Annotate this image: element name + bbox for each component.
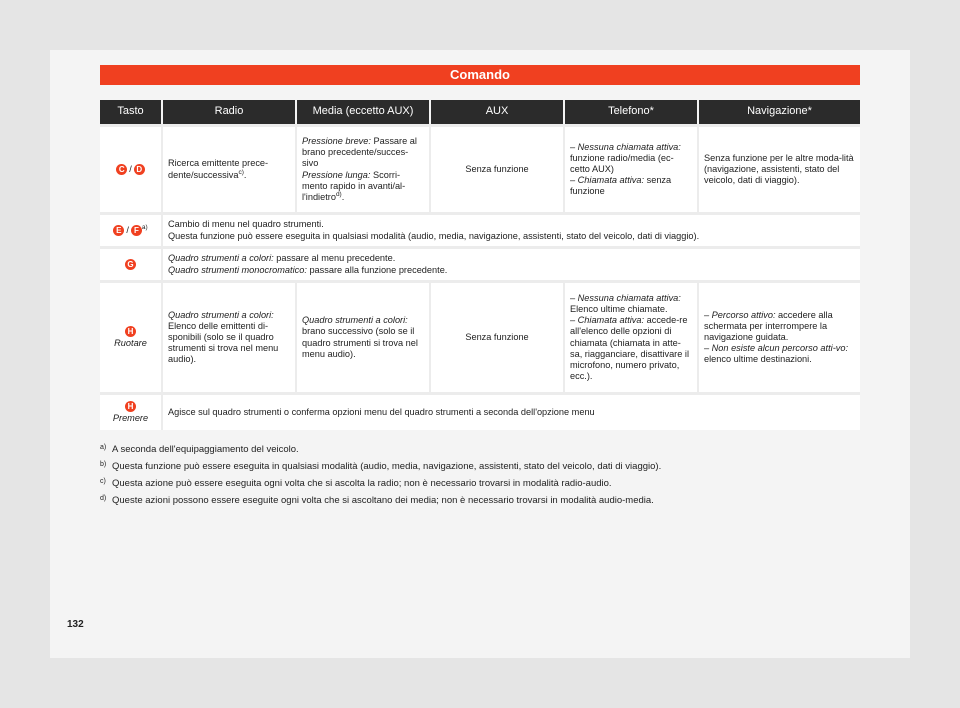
footnote-ref: c): [238, 168, 244, 176]
tel-cell: [564, 282, 698, 394]
page-number: 132: [67, 619, 84, 630]
table-header-row: [100, 100, 860, 126]
radio-cell: Ricerca emittente prece-dente/successiva$^{c)}$.: [162, 126, 296, 214]
table-row: [100, 214, 860, 248]
key-f-icon: F: [131, 225, 142, 236]
header-telefono: Telefono*: [564, 100, 698, 126]
description-line: Cambio di menu nel quadro strumenti.: [168, 219, 324, 230]
tel-label: – Nessuna chiamata attiva:: [570, 293, 681, 304]
footnote: $^{a)}$ A seconda dell'equipaggiamento del veicolo.: [100, 444, 299, 455]
media-cell: [296, 126, 430, 214]
media-cell: [296, 282, 430, 394]
tel-label: – Chiamata attiva:: [570, 175, 645, 186]
controls-table: [100, 100, 860, 430]
aux-cell: Senza funzione: [430, 126, 564, 214]
radio-text: Elenco delle emittenti di-sponibili (solo se il quadro strumenti si trova nel menu audio).: [168, 320, 279, 365]
header-tasto: Tasto: [100, 100, 162, 126]
footnote-text: Questa funzione può essere eseguita in qualsiasi modalità (audio, media, navigazione, assistenti, stato del veicolo, dati di viaggio).: [112, 461, 662, 472]
key-c-icon: C: [116, 164, 127, 175]
radio-cell: [162, 282, 296, 394]
key-h-icon: H: [125, 401, 136, 412]
description-line: Questa funzione può essere eseguita in qualsiasi modalità (audio, media, navigazione, assistenti, stato del veicolo, dati di viaggio).: [168, 230, 700, 241]
footnote: $^{b)}$ Questa funzione può essere eseguita in qualsiasi modalità (audio, media, navigazione, assistenti, stato del veicolo, dati di viaggio).: [100, 461, 662, 472]
nav-label: – Percorso attivo:: [704, 309, 776, 320]
footnotes: [100, 441, 860, 509]
key-cell: [100, 126, 162, 214]
media-label: Pressione breve:: [302, 136, 371, 147]
description-cell: [162, 248, 860, 282]
footnote-ref: d): [335, 190, 342, 198]
description-label: Quadro strumenti monocromatico:: [168, 264, 307, 275]
nav-text: accedere alla schermata per interrompere la navigazione guidata.: [704, 309, 833, 342]
footnote-text: A seconda dell'equipaggiamento del veicolo.: [112, 444, 299, 455]
description-text: passare alla funzione precedente.: [306, 264, 448, 275]
key-cell: [100, 282, 162, 394]
header-navigazione: Navigazione*: [698, 100, 860, 126]
key-separator: /: [129, 164, 132, 174]
nav-cell: Senza funzione per le altre moda-lità (navigazione, assistenti, stato del veicolo, dati di viaggio).: [698, 126, 860, 214]
nav-cell: [698, 282, 860, 394]
key-d-icon: D: [134, 164, 145, 175]
media-text: brano successivo (solo se il quadro strumenti si trova nel menu audio).: [302, 326, 418, 359]
aux-cell: Senza funzione: [430, 282, 564, 394]
tel-label: – Chiamata attiva:: [570, 315, 645, 326]
description-cell: Agisce sul quadro strumenti o conferma opzioni menu del quadro strumenti a seconda dell'opzione menu: [162, 394, 860, 430]
key-e-icon: E: [113, 225, 124, 236]
nav-text: elenco ultime destinazioni.: [704, 354, 812, 365]
table-row: [100, 126, 860, 214]
media-label: Quadro strumenti a colori:: [302, 315, 408, 326]
key-cell: [100, 248, 162, 282]
header-aux: AUX: [430, 100, 564, 126]
footnote-ref: a): [141, 223, 148, 231]
key-caption: Ruotare: [114, 338, 147, 349]
footnote: $^{d)}$ Queste azioni possono essere eseguite ogni volta che si ascoltano dei media; non è necessario trovarsi in modalità audio-media.: [100, 495, 654, 506]
header-media: Media (eccetto AUX): [296, 100, 430, 126]
footnote-text: Questa azione può essere eseguita ogni volta che si ascolta la radio; non è necessario trovarsi in modalità radio-audio.: [112, 478, 612, 489]
tel-cell: [564, 126, 698, 214]
footnote-text: Queste azioni possono essere eseguite ogni volta che si ascoltano dei media; non è necessario trovarsi in modalità audio-media.: [112, 495, 654, 506]
media-label: Pressione lunga:: [302, 169, 371, 180]
description-text: passare al menu precedente.: [273, 253, 396, 264]
tel-text: senza funzione: [570, 175, 672, 197]
nav-label: – Non esiste alcun percorso atti-vo:: [704, 343, 849, 354]
radio-label: Quadro strumenti a colori:: [168, 309, 274, 320]
table-row: [100, 248, 860, 282]
table-row: [100, 394, 860, 430]
key-caption: Premere: [112, 412, 149, 423]
table-title: Comando: [100, 65, 860, 85]
tel-text: Elenco ultime chiamate.: [570, 304, 668, 315]
tel-text: funzione radio/media (ec-cetto AUX): [570, 152, 674, 174]
key-h-icon: H: [125, 326, 136, 337]
footnote: $^{c)}$ Questa azione può essere eseguita ogni volta che si ascolta la radio; non è necessario trovarsi in modalità radio-audio.: [100, 478, 612, 489]
media-end: .: [341, 191, 345, 202]
radio-text: Ricerca emittente prece-dente/successiva: [168, 158, 269, 180]
media-text: Passare al brano precedente/succes-sivo: [302, 136, 417, 169]
key-cell: [100, 214, 162, 248]
key-separator: /: [126, 225, 129, 235]
key-g-icon: G: [125, 259, 136, 270]
description-cell: [162, 214, 860, 248]
description-label: Quadro strumenti a colori:: [168, 253, 274, 264]
key-cell: [100, 394, 162, 430]
media-text: Scorri-mento rapido in avanti/al-l'indietro: [302, 169, 406, 202]
tel-label: – Nessuna chiamata attiva:: [570, 141, 681, 152]
table-row: [100, 282, 860, 394]
header-radio: Radio: [162, 100, 296, 126]
tel-text: accede-re all'elenco delle opzioni di chiamata (chiamata in atte-sa, riagganciare, disattivare il microfono, numero privato, ecc.).: [570, 315, 689, 381]
